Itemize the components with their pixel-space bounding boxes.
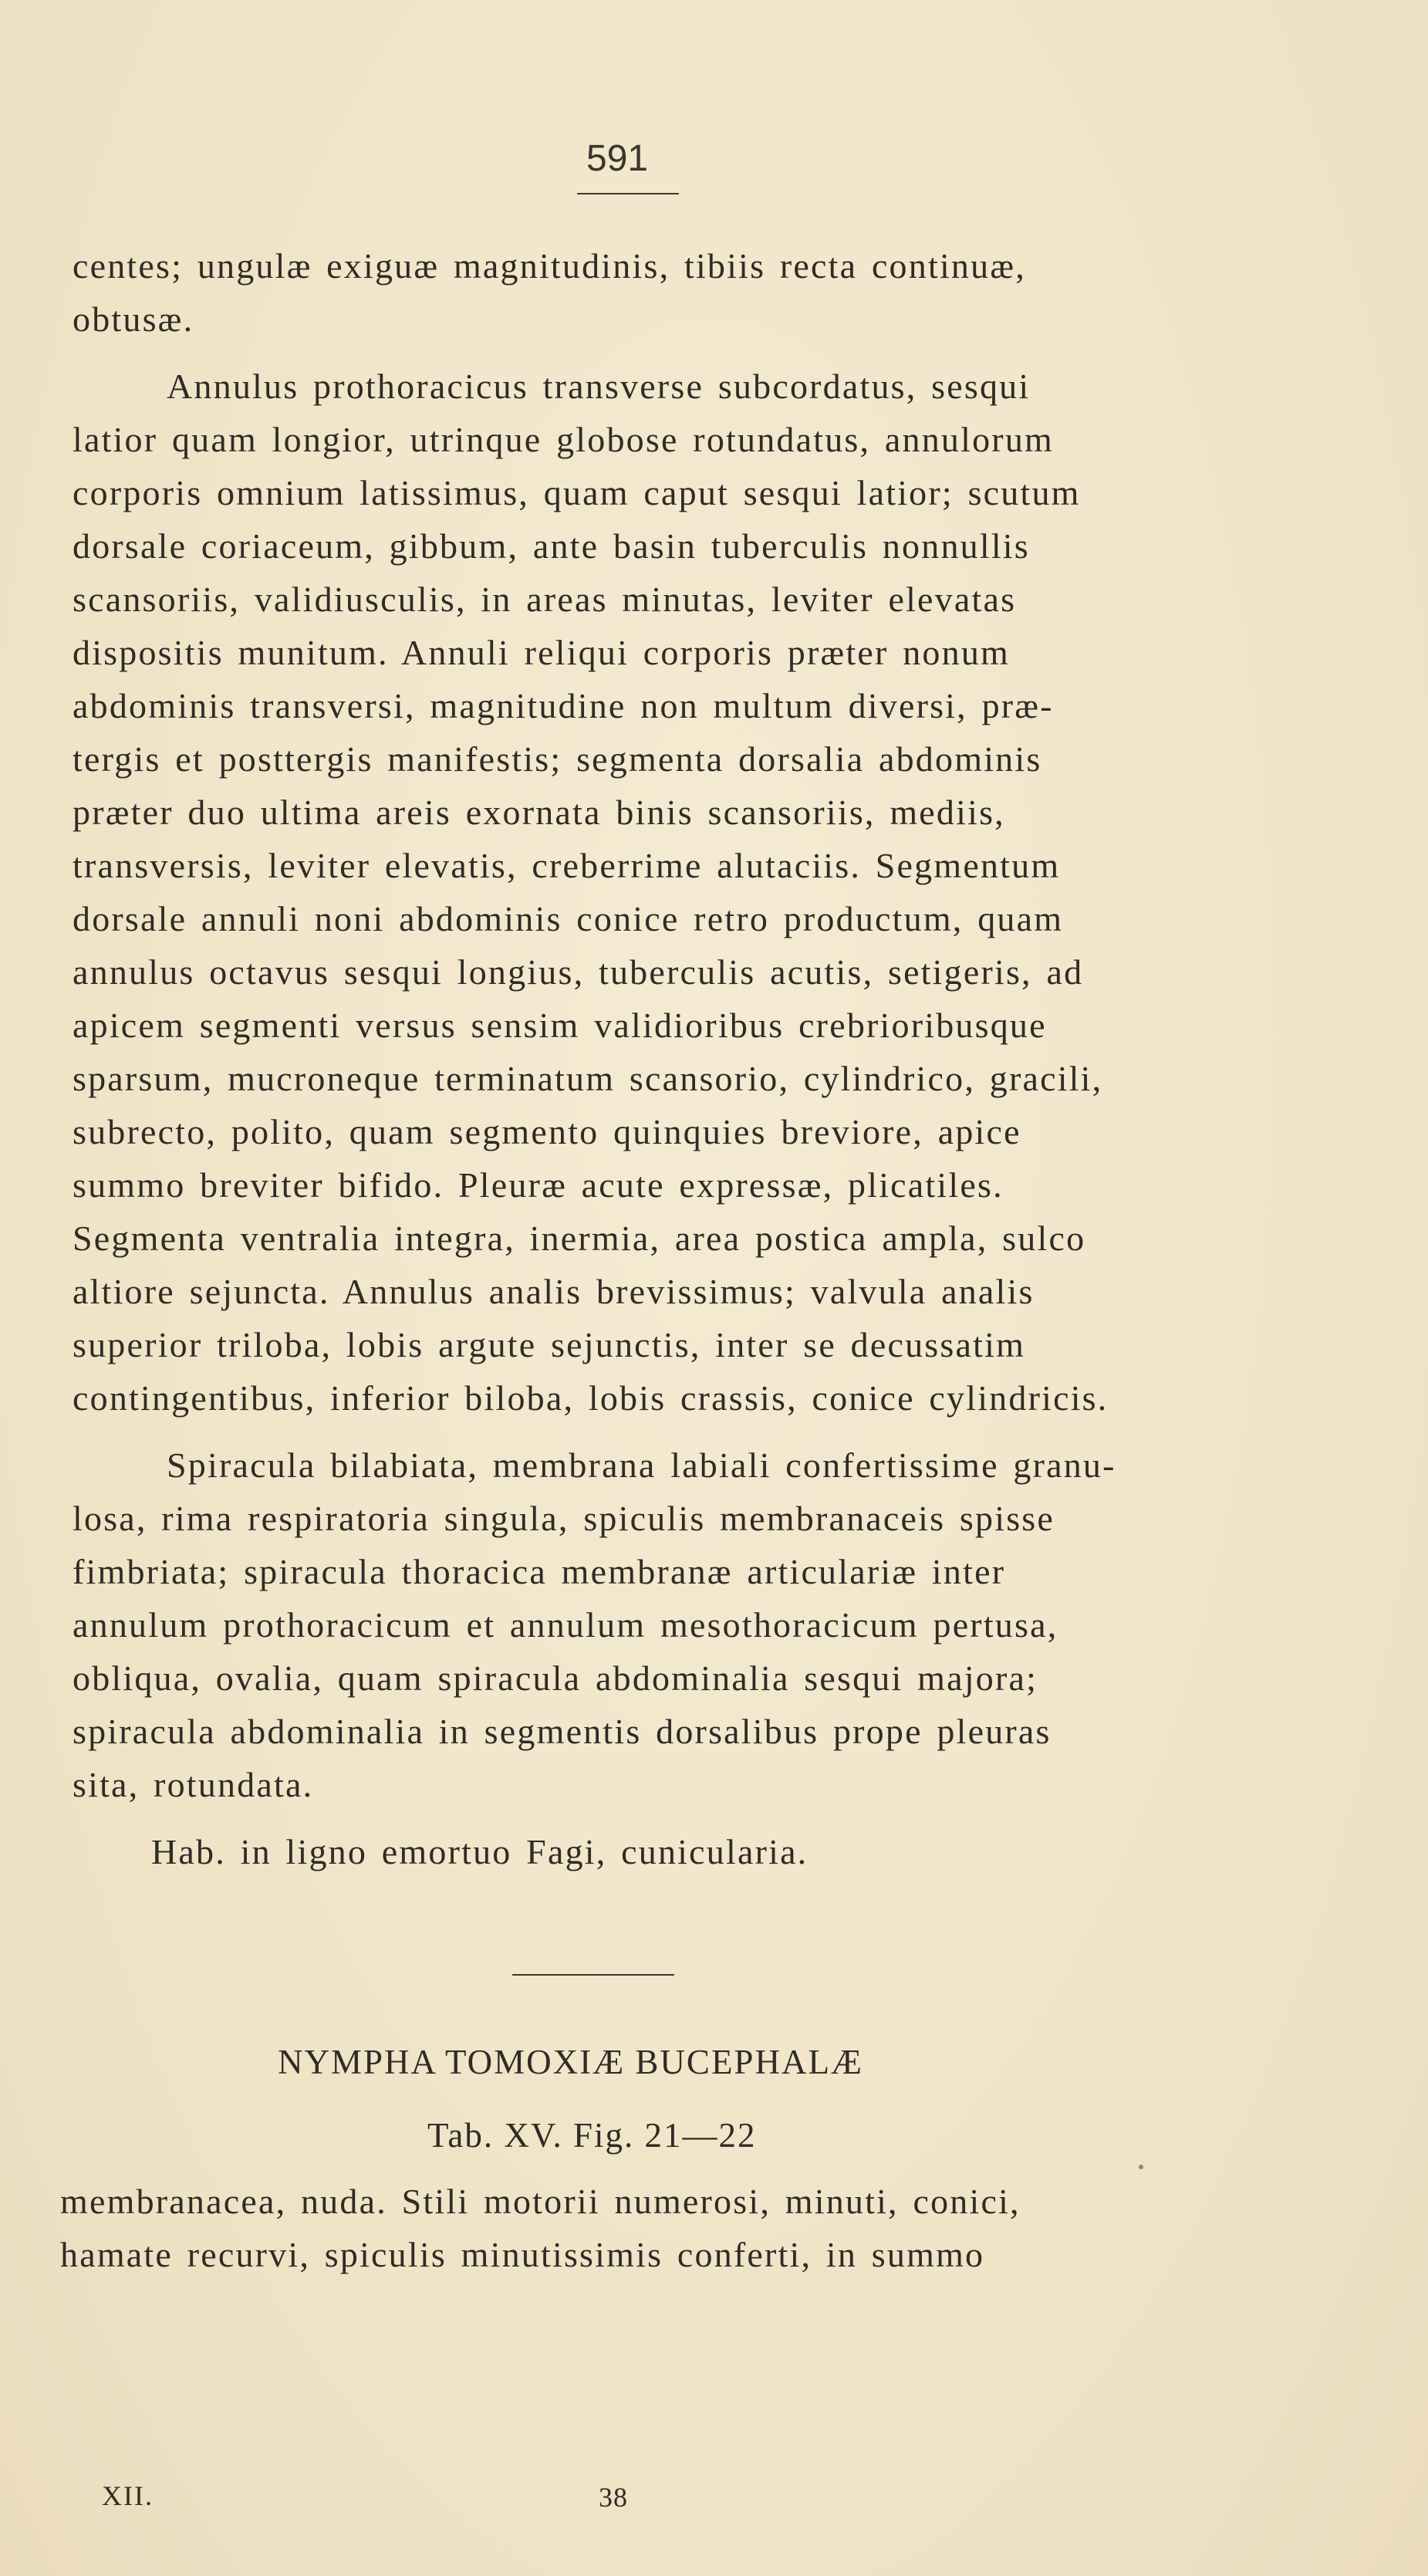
body-line: abdominis transversi, magnitudine non multum diversi, præ- xyxy=(73,686,1054,725)
page-number: 591 xyxy=(586,138,649,179)
body-line: contingentibus, inferior biloba, lobis crassis, conice cylindricis. xyxy=(73,1378,1109,1418)
body-line: corporis omnium latissimus, quam caput sesqui latior; scutum xyxy=(73,473,1081,512)
paragraph-first-line: Annulus prothoracicus transverse subcordatus, sesqui xyxy=(167,367,1031,406)
body-line: transversis, leviter elevatis, creberrime alutaciis. Segmentum xyxy=(73,846,1061,885)
body-line: scansoriis, validiusculis, in areas minutas, leviter elevatas xyxy=(73,580,1017,619)
body-line: præter duo ultima areis exornata binis scansoriis, mediis, xyxy=(73,793,1005,832)
body-line: sita, rotundata. xyxy=(73,1765,314,1804)
body-line: dispositis munitum. Annuli reliqui corporis præter nonum xyxy=(73,633,1010,672)
body-line: apicem segmenti versus sensim validioribus crebrioribusque xyxy=(73,1006,1047,1045)
habitat-line: Hab. in ligno emortuo Fagi, cunicularia. xyxy=(151,1832,809,1871)
body-line: obliqua, ovalia, quam spiracula abdominalia sesqui majora; xyxy=(73,1658,1038,1698)
body-line: membranacea, nuda. Stili motorii numerosi, minuti, conici, xyxy=(60,2182,1021,2221)
body-line: spiracula abdominalia in segmentis dorsalibus prope pleuras xyxy=(73,1712,1052,1751)
body-line: superior triloba, lobis argute sejunctis, inter se decussatim xyxy=(73,1325,1026,1364)
body-line: summo breviter bifido. Pleuræ acute expressæ, plicatiles. xyxy=(73,1165,1004,1205)
body-line: subrecto, polito, quam segmento quinquies breviore, apice xyxy=(73,1112,1021,1151)
body-line: hamate recurvi, spiculis minutissimis conferti, in summo xyxy=(60,2235,985,2274)
section-heading: NYMPHA TOMOXIÆ BUCEPHALÆ xyxy=(278,2043,863,2081)
body-line: sparsum, mucroneque terminatum scansorio, cylindrico, gracili, xyxy=(73,1059,1103,1098)
body-line: annulum prothoracicum et annulum mesothoracicum pertusa, xyxy=(73,1605,1058,1645)
section-divider xyxy=(512,1974,674,1976)
body-line: annulus octavus sesqui longius, tuberculis acutis, setigeris, ad xyxy=(73,952,1084,992)
body-line: centes; ungulæ exiguæ magnitudinis, tibiis recta continuæ, xyxy=(73,246,1026,286)
volume-number: XII. xyxy=(102,2480,154,2511)
body-line: tergis et posttergis manifestis; segmenta dorsalia abdominis xyxy=(73,739,1042,779)
body-line: altiore sejuncta. Annulus analis brevissimus; valvula analis xyxy=(73,1272,1035,1311)
paper-speck xyxy=(1139,2165,1143,2169)
page-number-rule xyxy=(577,193,679,194)
paragraph-first-line: Spiracula bilabiata, membrana labiali confertissime granu- xyxy=(167,1445,1116,1485)
body-line: Segmenta ventralia integra, inermia, area postica ampla, sulco xyxy=(73,1219,1086,1258)
body-line: latior quam longior, utrinque globose rotundatus, annulorum xyxy=(73,420,1054,459)
body-line: dorsale coriaceum, gibbum, ante basin tuberculis nonnullis xyxy=(73,526,1030,566)
body-line: dorsale annuli noni abdominis conice retro productum, quam xyxy=(73,899,1064,938)
plate-reference: Tab. XV. Fig. 21—22 xyxy=(427,2116,757,2155)
body-line: obtusæ. xyxy=(73,299,194,339)
body-line: fimbriata; spiracula thoracica membranæ articulariæ inter xyxy=(73,1552,1006,1591)
signature-mark: 38 xyxy=(599,2482,628,2513)
body-line: losa, rima respiratoria singula, spiculis membranaceis spisse xyxy=(73,1499,1055,1538)
